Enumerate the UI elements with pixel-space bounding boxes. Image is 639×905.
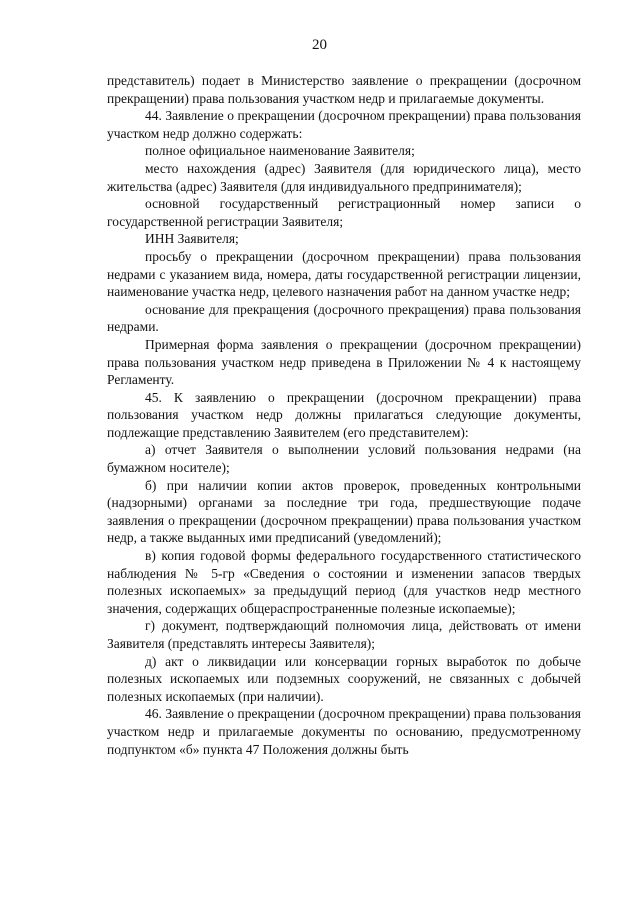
paragraph-45-b: б) при наличии копии актов проверок, проведенных контрольными (надзорными) органами за последние три года, предшествующие подаче заявления о прекращении (досрочном прекращении) права пользования участком недр, а также выданных ими предписаний (уведомлений); bbox=[107, 477, 581, 546]
paragraph-item-address: место нахождения (адрес) Заявителя (для юридического лица), место жительства (адрес) Заявителя (для индивидуального предпринимателя); bbox=[107, 160, 581, 194]
paragraph-46-intro: 46. Заявление о прекращении (досрочном прекращении) права пользования участком недр и прилагаемые документы по основанию, предусмотренному подпунктом «б» пункта 47 Положения должны быть bbox=[107, 706, 581, 757]
paragraph-45-g: г) документ, подтверждающий полномочия лица, действовать от имени Заявителя (представлять интересы Заявителя); bbox=[107, 618, 581, 651]
paragraph-item-request: просьбу о прекращении (досрочном прекращении) права пользования недрами с указанием вида, номера, даты государственной регистрации лицензии, наименование участка недр, целевого назначения работ на данном участке недр; bbox=[107, 248, 581, 300]
paragraph-continuation: представитель) подает в Министерство заявление о прекращении (досрочном прекращении) права пользования участком недр и прилагаемые документы. bbox=[107, 73, 581, 106]
document-body bbox=[107, 72, 581, 758]
paragraph-45-d: д) акт о ликвидации или консервации горных выработок по добыче полезных ископаемых или подземных сооружений, не связанных с добычей полезных ископаемых (при наличии). bbox=[107, 653, 581, 704]
paragraph-45-v: в) копия годовой формы федерального государственного статистического наблюдения № 5-гр «Сведения о состоянии и изменении запасов твердых полезных ископаемых» за предыдущий период (для участков недр местного значения, содержащих общераспространенные полезные ископаемые); bbox=[107, 548, 581, 616]
page-number: 20 bbox=[312, 37, 327, 53]
paragraph-item-grounds: основание для прекращения (досрочного прекращения) права пользования недрами. bbox=[107, 301, 581, 335]
paragraph-item-full-name: полное официальное наименование Заявителя; bbox=[145, 143, 415, 159]
paragraph-item-ogrn: основной государственный регистрационный номер записи о государственной регистрации Заявителя; bbox=[107, 196, 581, 229]
paragraph-44-intro: 44. Заявление о прекращении (досрочном прекращении) права пользования участком недр должно содержать: bbox=[107, 108, 581, 141]
paragraph-45-a: а) отчет Заявителя о выполнении условий пользования недрами (на бумажном носителе); bbox=[107, 442, 581, 476]
paragraph-item-inn: ИНН Заявителя; bbox=[145, 231, 239, 247]
paragraph-sample-form: Примерная форма заявления о прекращении (досрочном прекращении) права пользования участком недр приведена в Приложении № 4 к настоящему Регламенту. bbox=[107, 336, 581, 388]
paragraph-45-intro: 45. К заявлению о прекращении (досрочном прекращении) права пользования участком недр должны прилагаться следующие документы, подлежащие представлению Заявителем (его представителем): bbox=[107, 389, 581, 440]
